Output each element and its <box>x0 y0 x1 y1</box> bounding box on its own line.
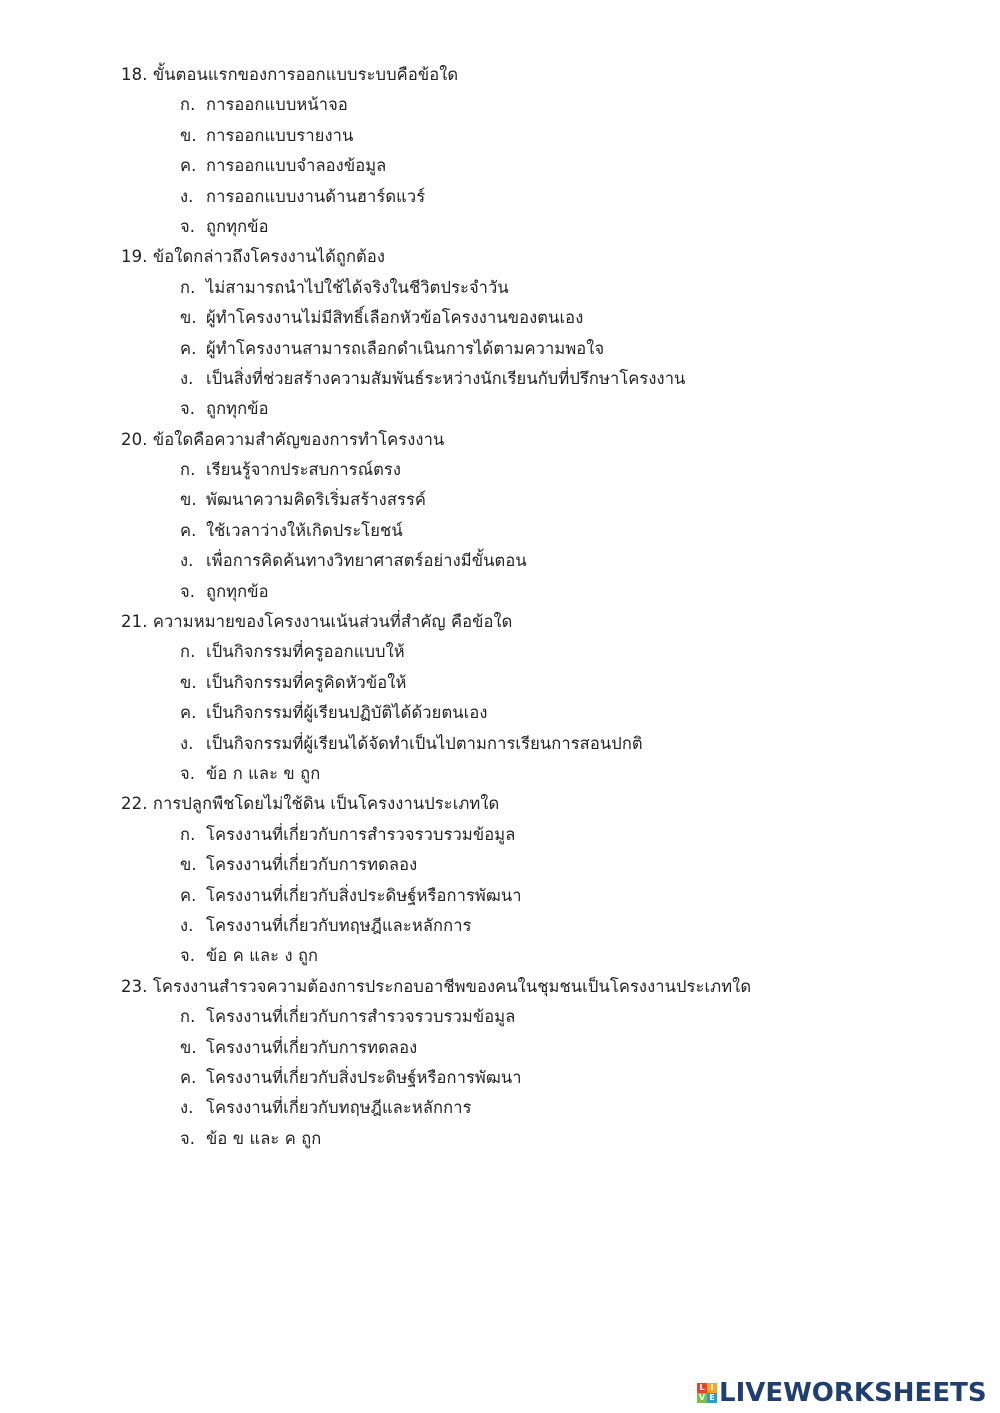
option-letter: ก. <box>180 460 196 480</box>
liveworksheets-logo-icon <box>697 1383 717 1403</box>
answer-option <box>0 1093 1000 1123</box>
option-letter: จ. <box>180 763 196 783</box>
answer-option <box>0 820 1000 850</box>
option-letter: ข. <box>180 490 197 510</box>
option-text: ถูกทุกข้อ <box>206 581 269 601</box>
option-letter: ง. <box>180 733 194 753</box>
option-text: เป็นสิ่งที่ช่วยสร้างความสัมพันธ์ระหว่างนักเรียนกับที่ปรึกษาโครงงาน <box>206 368 686 388</box>
answer-option <box>0 546 1000 576</box>
option-letter: ข. <box>180 672 197 692</box>
question-number: 19. <box>121 247 148 267</box>
answer-option <box>0 212 1000 242</box>
question-number: 18. <box>121 65 148 84</box>
option-letter: ข. <box>180 125 197 145</box>
answer-option <box>0 729 1000 759</box>
option-letter: ข. <box>180 855 197 875</box>
option-text: โครงงานที่เกี่ยวกับทฤษฎีและหลักการ <box>206 1098 472 1118</box>
question-text: การปลูกพืชโดยไม่ใช้ดิน เป็นโครงงานประเภทใด <box>152 794 500 814</box>
option-text: เป็นกิจกรรมที่ครูคิดหัวข้อให้ <box>206 672 407 692</box>
logo-mark-letter-v: V <box>698 1393 706 1402</box>
answer-option <box>0 364 1000 394</box>
question-text: โครงงานสำรวจความต้องการประกอบอาชีพของคนในชุมชนเป็นโครงงานประเภทใด <box>152 976 752 996</box>
answer-option <box>0 90 1000 120</box>
answer-option <box>0 1124 1000 1154</box>
answer-option <box>0 455 1000 485</box>
option-letter: ข. <box>180 308 197 328</box>
option-letter: ค. <box>180 1067 197 1087</box>
option-text: ถูกทุกข้อ <box>206 216 269 236</box>
option-text: โครงงานที่เกี่ยวกับสิ่งประดิษฐ์หรือการพัฒนา <box>206 885 522 905</box>
option-letter: ง. <box>180 368 194 388</box>
option-text: ใช้เวลาว่างให้เกิดประโยชน์ <box>206 520 403 540</box>
option-text: พัฒนาความคิดริเริ่มสร้างสรรค์ <box>206 490 427 510</box>
option-text: ข้อ ข และ ค ถูก <box>206 1128 322 1148</box>
question-19 <box>0 242 1000 272</box>
option-letter: จ. <box>180 399 196 419</box>
option-text: โครงงานที่เกี่ยวกับทฤษฎีและหลักการ <box>206 915 472 935</box>
question-18 <box>0 60 1000 90</box>
option-letter: จ. <box>180 946 196 966</box>
answer-option <box>0 151 1000 181</box>
option-letter: ค. <box>180 885 197 905</box>
question-text: ความหมายของโครงงานเน้นส่วนที่สำคัญ คือข้อใด <box>152 612 513 632</box>
option-letter: จ. <box>180 581 196 601</box>
question-text: ขั้นตอนแรกของการออกแบบระบบคือข้อใด <box>152 65 459 84</box>
option-text: ถูกทุกข้อ <box>206 399 269 419</box>
option-text: เป็นกิจกรรมที่ผู้เรียนปฏิบัติได้ด้วยตนเอง <box>206 703 488 723</box>
option-text: เป็นกิจกรรมที่ครูออกแบบให้ <box>206 642 405 662</box>
option-text: เป็นกิจกรรมที่ผู้เรียนได้จัดทำเป็นไปตามการเรียนการสอนปกติ <box>206 733 643 753</box>
answer-option <box>0 911 1000 941</box>
option-text: ข้อ ค และ ง ถูก <box>206 946 319 966</box>
answer-option <box>0 394 1000 424</box>
option-letter: ค. <box>180 703 197 723</box>
option-letter: ง. <box>180 551 194 571</box>
option-letter: ง. <box>180 1098 194 1118</box>
worksheet-questions <box>0 60 1000 1154</box>
answer-option <box>0 698 1000 728</box>
option-text: การออกแบบจำลองข้อมูล <box>206 156 387 176</box>
option-text: ไม่สามารถนำไปใช้ได้จริงในชีวิตประจำวัน <box>206 277 509 297</box>
answer-option <box>0 637 1000 667</box>
option-letter: จ. <box>180 216 196 236</box>
question-text: ข้อใดคือความสำคัญของการทำโครงงาน <box>152 429 445 449</box>
question-22 <box>0 789 1000 819</box>
option-text: การออกแบบหน้าจอ <box>206 95 348 115</box>
option-text: เพื่อการคิดค้นทางวิทยาศาสตร์อย่างมีขั้นตอน <box>206 551 527 571</box>
option-text: โครงงานที่เกี่ยวกับการสำรวจรวบรวมข้อมูล <box>206 1007 516 1027</box>
option-letter: ค. <box>180 156 197 176</box>
option-letter: ก. <box>180 277 196 297</box>
question-number: 22. <box>121 794 148 814</box>
question-23 <box>0 972 1000 1002</box>
answer-option <box>0 1063 1000 1093</box>
answer-option <box>0 881 1000 911</box>
answer-option <box>0 121 1000 151</box>
option-text: ผู้ทำโครงงานสามารถเลือกดำเนินการได้ตามความพอใจ <box>206 338 605 358</box>
option-letter: จ. <box>180 1128 196 1148</box>
option-text: การออกแบบรายงาน <box>206 125 354 145</box>
option-text: การออกแบบงานด้านฮาร์ดแวร์ <box>206 186 426 206</box>
question-number: 23. <box>121 976 148 996</box>
logo-mark-letter-e: E <box>707 1393 717 1403</box>
option-text: โครงงานที่เกี่ยวกับสิ่งประดิษฐ์หรือการพัฒนา <box>206 1067 522 1087</box>
answer-option <box>0 516 1000 546</box>
option-text: เรียนรู้จากประสบการณ์ตรง <box>206 460 402 480</box>
question-20 <box>0 425 1000 455</box>
option-text: โครงงานที่เกี่ยวกับการทดลอง <box>206 1037 418 1057</box>
answer-option <box>0 941 1000 971</box>
option-text: โครงงานที่เกี่ยวกับการสำรวจรวบรวมข้อมูล <box>206 824 516 844</box>
option-text: ข้อ ก และ ข ถูก <box>206 763 321 783</box>
question-21 <box>0 607 1000 637</box>
option-letter: ก. <box>180 642 196 662</box>
option-text: ผู้ทำโครงงานไม่มีสิทธิ์เลือกหัวข้อโครงงานของตนเอง <box>206 308 584 328</box>
answer-option <box>0 577 1000 607</box>
question-text: ข้อใดกล่าวถึงโครงงานได้ถูกต้อง <box>152 247 386 267</box>
answer-option <box>0 1002 1000 1032</box>
option-letter: ข. <box>180 1037 197 1057</box>
answer-option <box>0 1033 1000 1063</box>
liveworksheets-logo-text: LIVEWORKSHEETS <box>719 1378 987 1408</box>
liveworksheets-logo <box>697 1378 987 1408</box>
option-letter: ก. <box>180 95 196 115</box>
answer-option <box>0 303 1000 333</box>
option-letter: ค. <box>180 338 197 358</box>
option-letter: ค. <box>180 520 197 540</box>
option-letter: ง. <box>180 186 194 206</box>
option-letter: ก. <box>180 1007 196 1027</box>
logo-mark-letter-i: I <box>707 1383 717 1393</box>
answer-option <box>0 334 1000 364</box>
option-letter: ง. <box>180 915 194 935</box>
answer-option <box>0 759 1000 789</box>
answer-option <box>0 668 1000 698</box>
logo-mark-letter-l: L <box>697 1383 707 1393</box>
answer-option <box>0 182 1000 212</box>
answer-option <box>0 273 1000 303</box>
question-number: 20. <box>121 429 148 449</box>
question-number: 21. <box>121 612 148 632</box>
option-letter: ก. <box>180 824 196 844</box>
option-text: โครงงานที่เกี่ยวกับการทดลอง <box>206 855 418 875</box>
answer-option <box>0 850 1000 880</box>
answer-option <box>0 485 1000 515</box>
